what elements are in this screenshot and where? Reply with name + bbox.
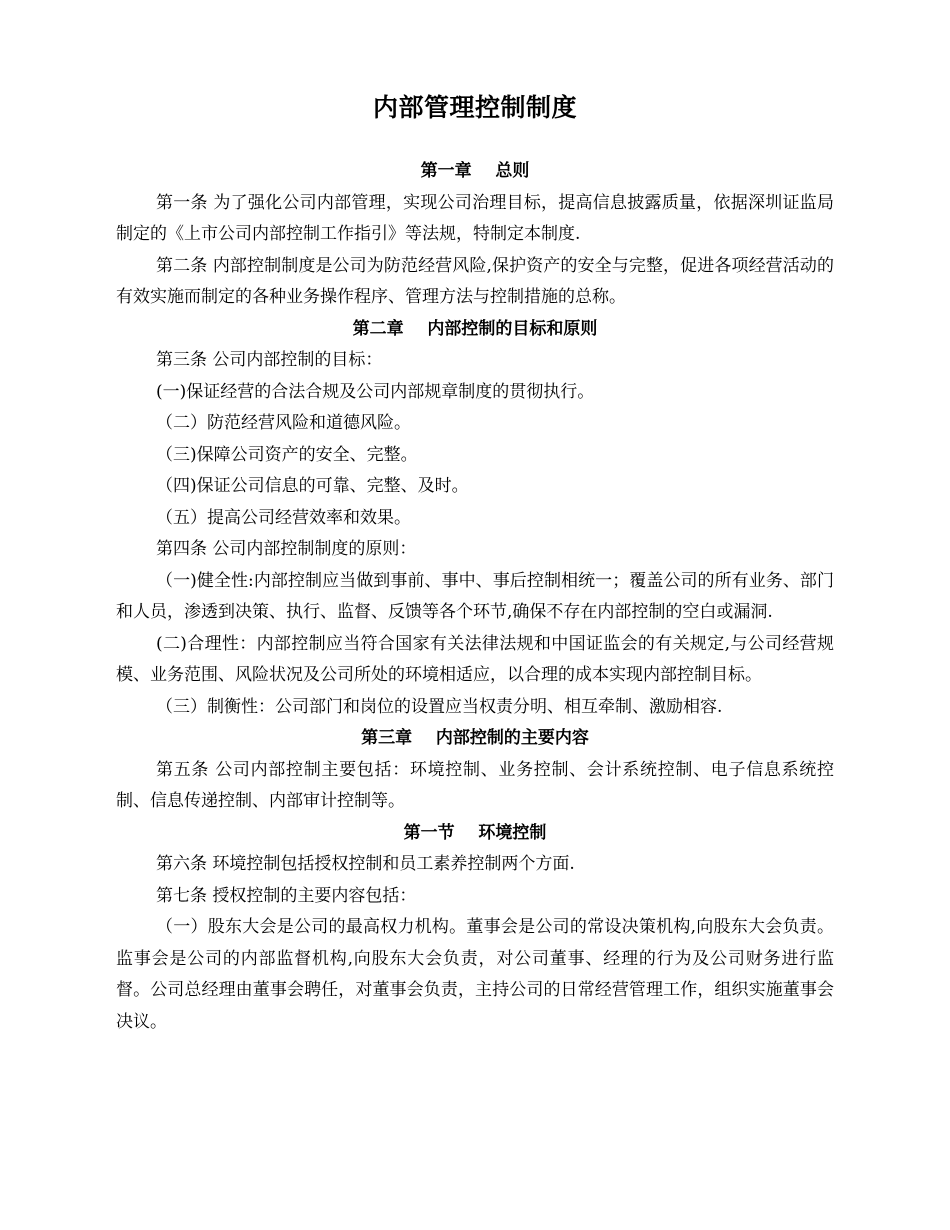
chapter-heading: 第一章 总则 <box>420 161 530 181</box>
article-paragraph: 第七条 授权控制的主要内容包括： <box>156 885 417 906</box>
list-item-paragraph: (一)保证经营的合法合规及公司内部规章制度的贯彻执行。 <box>156 381 595 402</box>
article-paragraph: 第四条 公司内部控制制度的原则： <box>156 539 417 559</box>
list-item-paragraph: (二)合理性：内部控制应当符合国家有关法律法规和中国证监会的有关规定,与公司经营规模、业务范围、风险状况及公司所处的环境相适应，以合理的成本实现内部控制目标。 <box>116 633 834 685</box>
list-item-paragraph: （三)保障公司资产的安全、完整。 <box>156 444 418 465</box>
list-item-paragraph: （三）制衡性：公司部门和岗位的设置应当权责分明、相互牵制、激励相容. <box>156 696 723 717</box>
list-item-paragraph: （二）防范经营风险和道德风险。 <box>156 413 411 433</box>
document-body <box>116 156 834 1038</box>
article-paragraph: 第三条 公司内部控制的目标： <box>156 350 383 370</box>
list-item-paragraph: （五）提高公司经营效率和效果。 <box>156 507 411 528</box>
document-title: 内部管理控制制度 <box>372 93 577 122</box>
article-paragraph: 第一条 为了强化公司内部管理，实现公司治理目标，提高信息披露质量，依据深圳证监局制定的《上市公司内部控制工作指引》等法规，特制定本制度. <box>116 192 834 244</box>
section-heading: 第一节 环境控制 <box>403 822 547 843</box>
list-item-paragraph: （一）股东大会是公司的最高权力机构。董事会是公司的常设决策机构,向股东大会负责。监事会是公司的内部监督机构,向股东大会负责，对公司董事、经理的行为及公司财务进行监督。公司总经理由董事会聘任，对董事会负责，主持公司的日常经营管理工作，组织实施董事会决议。 <box>116 917 834 1032</box>
chapter-heading: 第二章 内部控制的目标和原则 <box>352 318 598 339</box>
list-item-paragraph: （四)保证公司信息的可靠、完整、及时。 <box>156 476 469 496</box>
chapter-heading: 第三章 内部控制的主要内容 <box>361 728 589 748</box>
article-paragraph: 第二条 内部控制制度是公司为防范经营风险,保护资产的安全与完整，促进各项经营活动的有效实施而制定的各种业务操作程序、管理方法与控制措施的总称。 <box>116 255 834 307</box>
article-paragraph: 第六条 环境控制包括授权控制和员工素养控制两个方面. <box>156 854 575 874</box>
list-item-paragraph: （一)健全性:内部控制应当做到事前、事中、事后控制相统一；覆盖公司的所有业务、部门和人员，渗透到决策、执行、监督、反馈等各个环节,确保不存在内部控制的空白或漏洞. <box>116 570 834 622</box>
article-paragraph: 第五条 公司内部控制主要包括：环境控制、业务控制、会计系统控制、电子信息系统控制、信息传递控制、内部审计控制等。 <box>116 759 834 811</box>
